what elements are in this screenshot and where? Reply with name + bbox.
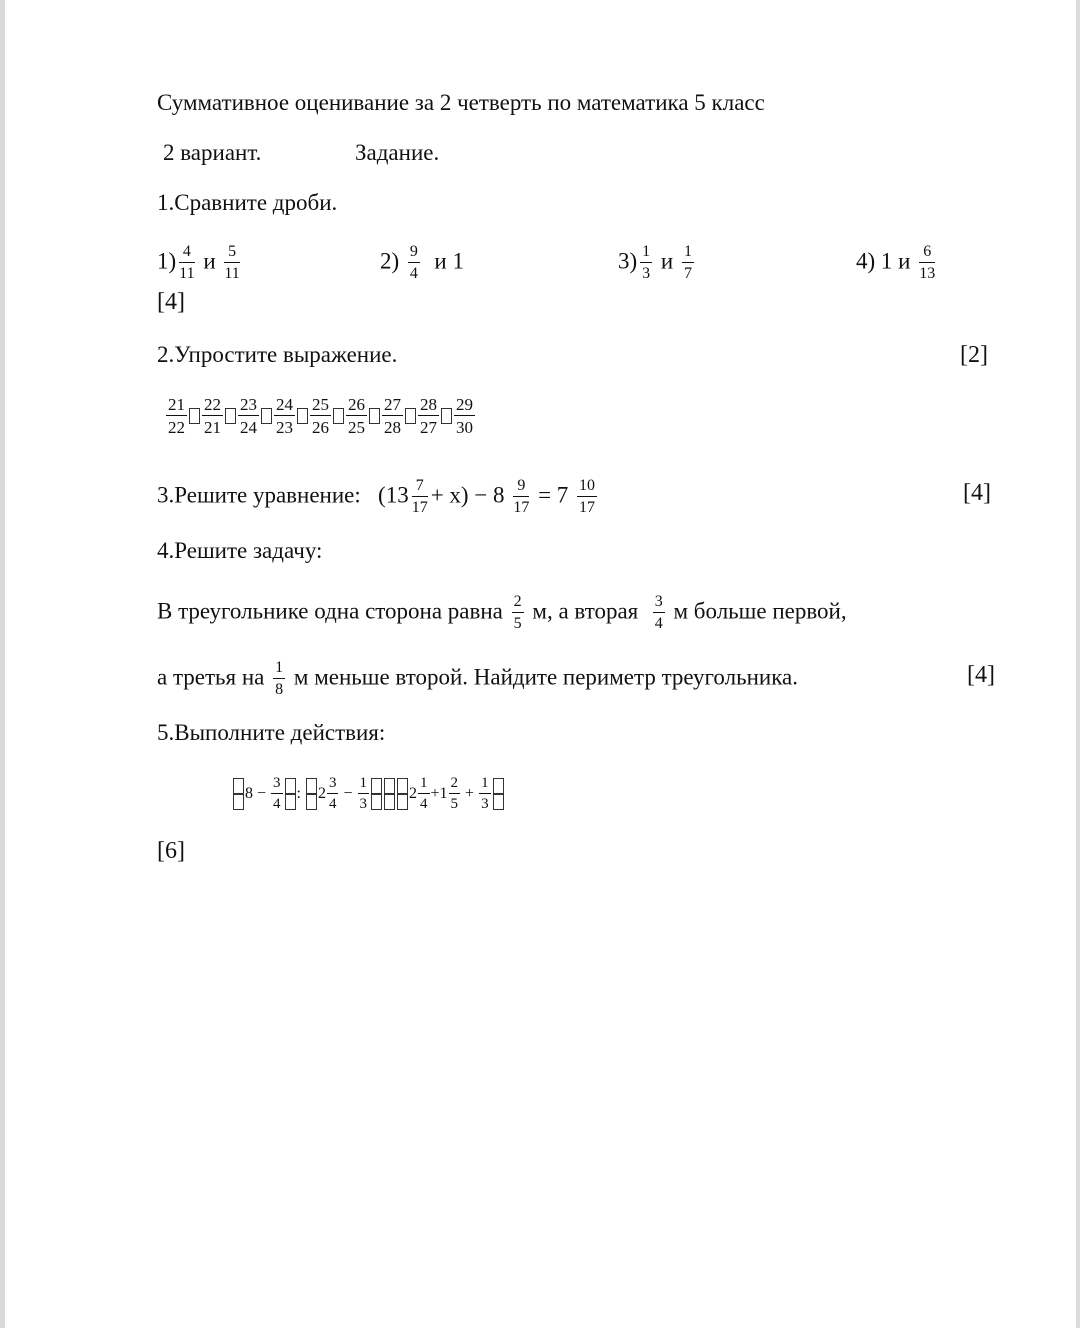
problem-text: м больше первой, [673, 598, 847, 624]
task4-heading: 4.Решите задачу: [157, 538, 323, 563]
document-title: Суммативное оценивание за 2 четверть по математика 5 класс [157, 90, 765, 115]
fraction: $\frac{6}{13}$ [919, 243, 936, 282]
conjunction: и [660, 248, 674, 274]
fraction: $\frac{1}{3}$ [359, 775, 368, 812]
task1-item-2 [380, 244, 464, 282]
missing-symbol-box [369, 408, 380, 424]
fraction: $\frac{1}{3}$ [642, 243, 651, 282]
term: 2 [409, 785, 418, 802]
task3-heading: 3.Решите уравнение: [157, 482, 361, 508]
missing-symbol-box [261, 408, 272, 424]
missing-symbol-box [333, 408, 344, 424]
term: 8 [245, 785, 253, 802]
task2-expression [165, 396, 476, 436]
task4-line-1 [157, 594, 847, 632]
fraction: $\frac{7}{17}$ [411, 477, 428, 516]
item-prefix: 4) [856, 248, 876, 274]
bracket-glyph [306, 778, 317, 810]
item-prefix: 3) [618, 248, 638, 274]
fraction: $\frac{1}{7}$ [683, 243, 692, 282]
problem-text: В треугольнике одна сторона равна [157, 598, 503, 624]
fraction: $\frac{24}{23}$ [276, 395, 293, 437]
bracket-glyph [384, 778, 395, 810]
eq-middle: + x) − 8 [430, 482, 505, 508]
missing-symbol-box [225, 408, 236, 424]
fraction: $\frac{22}{21}$ [204, 395, 221, 437]
operator: − [257, 785, 267, 802]
lead-text: 1 и [880, 248, 911, 274]
item-prefix: 1) [157, 248, 177, 274]
task-label: Задание. [355, 140, 440, 165]
task2-heading: 2.Упростите выражение. [157, 342, 398, 367]
task5-expression [232, 776, 505, 812]
task5-points: [6] [157, 838, 185, 864]
fraction: $\frac{4}{11}$ [179, 243, 195, 282]
fraction: $\frac{28}{27}$ [420, 395, 437, 437]
fraction: $\frac{10}{17}$ [579, 477, 596, 516]
task1-item-4 [856, 244, 938, 282]
fraction: $\frac{1}{3}$ [481, 775, 489, 812]
bracket-glyph [397, 778, 408, 810]
problem-text: м, а вторая [532, 598, 639, 624]
fraction: $\frac{25}{26}$ [312, 395, 329, 437]
task3-points: [4] [963, 480, 991, 506]
task3-equation-line [157, 478, 600, 516]
problem-text: а третья на [157, 664, 265, 690]
fraction: $\frac{26}{25}$ [348, 395, 365, 437]
conjunction: и [203, 248, 216, 274]
eq-equals: = 7 [538, 482, 569, 508]
task1-item-1 [157, 244, 243, 282]
fraction: $\frac{27}{28}$ [384, 395, 401, 437]
bracket-glyph [233, 778, 244, 810]
bracket-glyph [371, 778, 382, 810]
fraction: $\frac{1}{8}$ [275, 659, 284, 698]
missing-symbol-box [441, 408, 452, 424]
fraction: $\frac{2}{5}$ [513, 593, 522, 632]
missing-symbol-box [297, 408, 308, 424]
task1-points: [4] [157, 289, 185, 315]
bracket-glyph [285, 778, 296, 810]
conjunction: и 1 [434, 248, 464, 274]
fraction: $\frac{1}{4}$ [420, 775, 428, 812]
item-prefix: 2) [380, 248, 400, 274]
task4-line-2 [157, 660, 798, 698]
variant-label: 2 вариант. [163, 140, 262, 165]
fraction: $\frac{9}{4}$ [409, 243, 418, 282]
problem-text: м меньше второй. Найдите периметр треугольника. [293, 664, 798, 690]
fraction: $\frac{3}{4}$ [273, 775, 281, 812]
fraction: $\frac{9}{17}$ [513, 477, 530, 516]
operator: : [296, 785, 301, 802]
fraction: $\frac{21}{22}$ [168, 395, 185, 437]
bracket-glyph [493, 778, 504, 810]
term: +1 [430, 785, 448, 802]
task1-item-3 [618, 244, 697, 282]
eq-open: (13 [378, 482, 409, 508]
term: 2 [317, 785, 326, 802]
task4-points: [4] [967, 662, 995, 688]
fraction: $\frac{3}{4}$ [654, 593, 663, 632]
task1-heading: 1.Сравните дроби. [157, 190, 338, 215]
missing-symbol-box [189, 408, 200, 424]
fraction: $\frac{2}{5}$ [450, 775, 459, 812]
task5-heading: 5.Выполните действия: [157, 720, 386, 745]
fraction: $\frac{29}{30}$ [456, 395, 473, 437]
fraction: $\frac{3}{4}$ [328, 775, 337, 812]
task2-points: [2] [960, 342, 988, 368]
missing-symbol-box [405, 408, 416, 424]
fraction: $\frac{5}{11}$ [224, 243, 240, 282]
operator: + [465, 785, 475, 802]
operator: − [343, 785, 353, 802]
fraction: $\frac{23}{24}$ [240, 395, 257, 437]
